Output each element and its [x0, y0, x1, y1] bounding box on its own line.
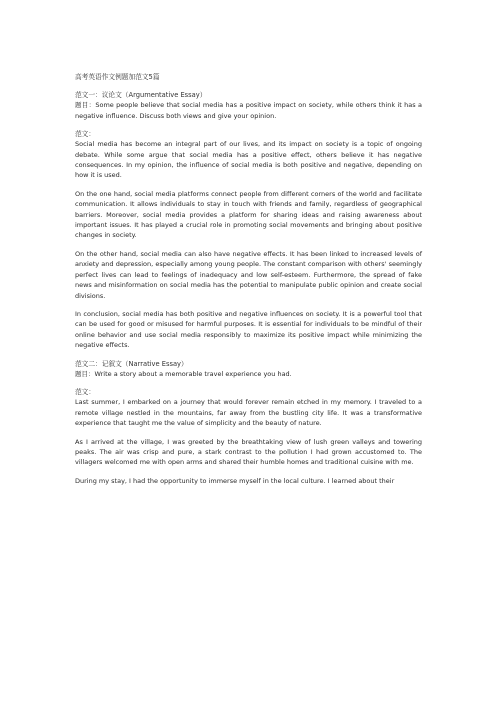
page-title: 高考英语作文例题加范文5篇 — [75, 73, 160, 81]
sample-label: 范文： — [75, 388, 96, 397]
essay-section-1 — [75, 90, 422, 351]
paragraph: Last summer, I embarked on a journey that would forever remain etched in my memory. I traveled to a remote village nestled in the mountains, far away from the bustling city life. It was a transformative experience that taught me the value of simplicity and the beauty of nature. — [75, 398, 422, 428]
paragraph: On the other hand, social media can also have negative effects. It has been linked to increased levels of anxiety and depression, especially among young people. The constant comparison with others' seemingly perfect lives can lead to feelings of inadequacy and low self-esteem. Furthermore, the spread of fake news and misinformation on social media has the potential to manipulate public opinion and create social divisions. — [75, 249, 422, 300]
paragraph: During my stay, I had the opportunity to immerse myself in the local culture. I learned about their — [75, 476, 395, 485]
sample-label: 范文： — [75, 130, 96, 139]
essay-section-2 — [75, 359, 422, 487]
paragraph: On the one hand, social media platforms connect people from different corners of the world and facilitate communication. It allows individuals to stay in touch with friends and family, regardless of geographical barriers. Moreover, social media provides a platform for sharing ideas and raising awareness about important issues. It has played a crucial role in promoting social movements and bringing about positive changes in society. — [75, 189, 422, 240]
paragraph: Social media has become an integral part of our lives, and its impact on society is a topic of ongoing debate. While some argue that social media has a positive effect, others believe it has negative consequences. In my opinion, the influence of social media is both positive and negative, depending on how it is used. — [75, 140, 422, 180]
section-heading: 范文二：记叙文（Narrative Essay） — [75, 359, 188, 368]
paragraph: As I arrived at the village, I was greeted by the breathtaking view of lush green valleys and towering peaks. The air was crisp and pure, a stark contrast to the pollution I had grown accustomed to. The villagers welcomed me with open arms and shared their humble homes and traditional cuisine with me. — [75, 437, 422, 467]
section-heading: 范文一：议论文（Argumentative Essay） — [75, 91, 207, 99]
paragraph: In conclusion, social media has both positive and negative influences on society. It is a powerful tool that can be used for good or misused for harmful purposes. It is essential for individuals to be mindful of their online behavior and use social media responsibly to maximize its positive impact while minimizing the negative effects. — [75, 309, 422, 350]
document-page — [75, 72, 422, 486]
essay-prompt: 题目：Write a story about a memorable travel experience you had. — [75, 369, 292, 378]
essay-prompt: 题目：Some people believe that social media has a positive impact on society, while others think it has a negative influence. Discuss both views and give your opinion. — [75, 101, 422, 120]
